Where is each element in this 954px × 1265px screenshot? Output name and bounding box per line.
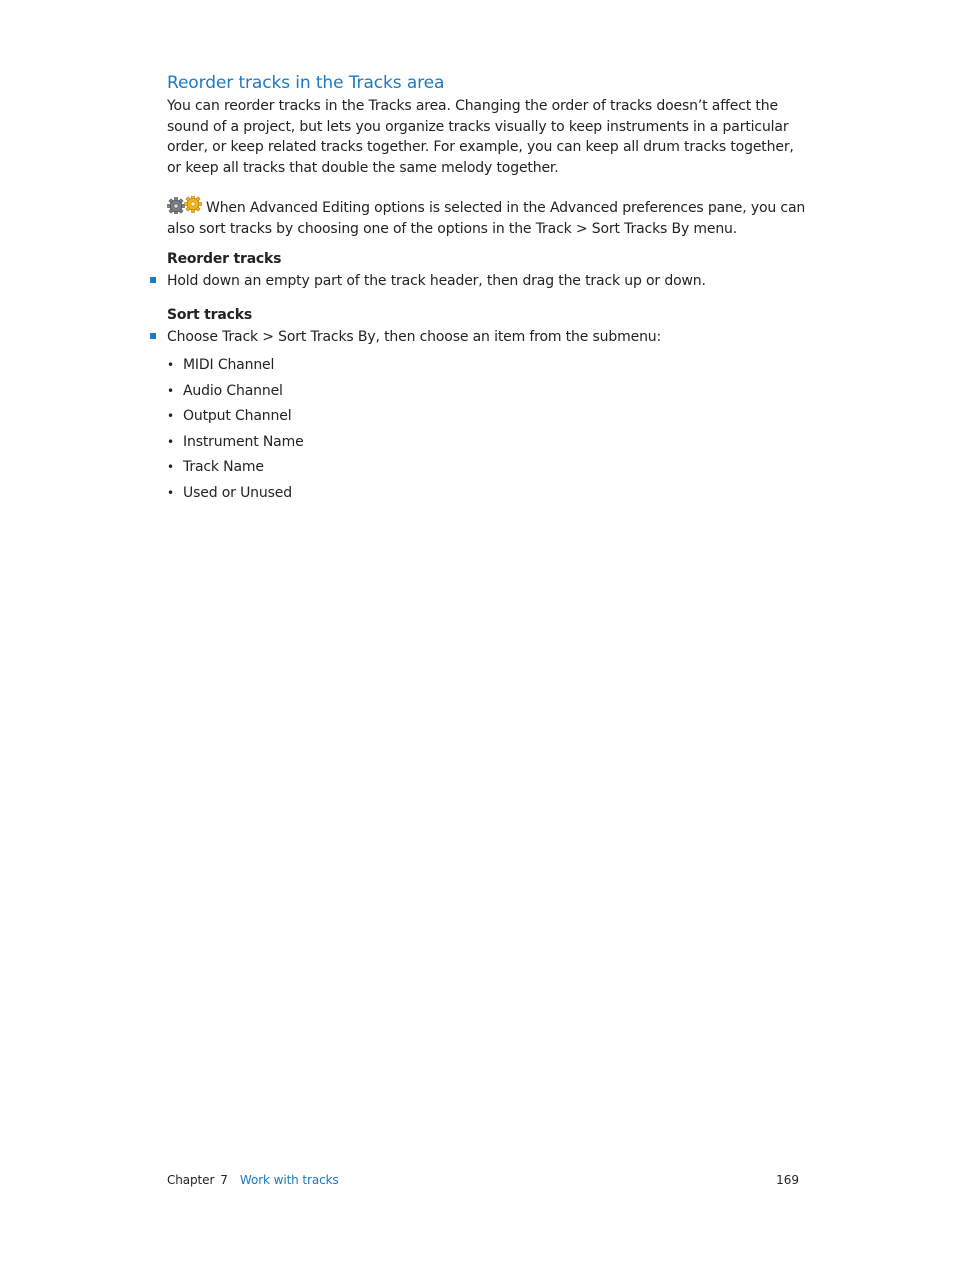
chapter-label: Chapter [167, 1173, 215, 1187]
task-step-text: Choose Track > Sort Tracks By, then choose an item from the submenu: [167, 329, 662, 345]
task-step-reorder [150, 273, 706, 289]
section-title: Reorder tracks in the Tracks area [167, 73, 445, 93]
bullet-dot-icon: • [167, 460, 174, 475]
bullet-dot-icon: • [167, 358, 174, 372]
sort-options-list [167, 355, 304, 509]
list-item: • Instrument Name [167, 433, 304, 450]
list-item: • Track Name [167, 459, 264, 476]
task-step-text: Hold down an empty part of the track header, then drag the track up or down. [167, 273, 706, 289]
bullet-dot-icon: • [167, 383, 174, 398]
page-number: 169 [776, 1173, 799, 1187]
page-footer [167, 1173, 799, 1187]
list-item: • MIDI Channel [167, 357, 275, 373]
list-item: • Output Channel [167, 408, 292, 425]
task-heading-sort: Sort tracks [167, 307, 252, 323]
list-item: • Used or Unused [167, 484, 292, 501]
chapter-title-link[interactable]: Work with tracks [239, 1173, 339, 1187]
task-heading-reorder: Reorder tracks [167, 251, 282, 267]
bullet-dot-icon: • [167, 485, 174, 500]
square-bullet-icon [150, 333, 156, 339]
advanced-editing-gears-icon [167, 196, 203, 214]
chapter-number: 7 [220, 1173, 228, 1187]
advanced-note-text: When Advanced Editing options is selected in the Advanced preferences pane, you can also sort tracks by choosing one of the options in the Track > Sort Tracks By menu. [167, 200, 806, 237]
square-bullet-icon [150, 277, 156, 283]
bullet-dot-icon: • [167, 409, 174, 424]
intro-paragraph: You can reorder tracks in the Tracks area. Changing the order of tracks doesn’t affect the sound of a project, but lets you organize tracks visually to keep instruments in a particular order, or keep related tracks together. For example, you can keep all drum tracks together, or keep all tracks that double the same melody together. [167, 98, 794, 177]
advanced-note [167, 196, 807, 239]
list-item: • Audio Channel [167, 382, 283, 399]
bullet-dot-icon: • [167, 434, 174, 449]
task-step-sort [150, 329, 661, 345]
